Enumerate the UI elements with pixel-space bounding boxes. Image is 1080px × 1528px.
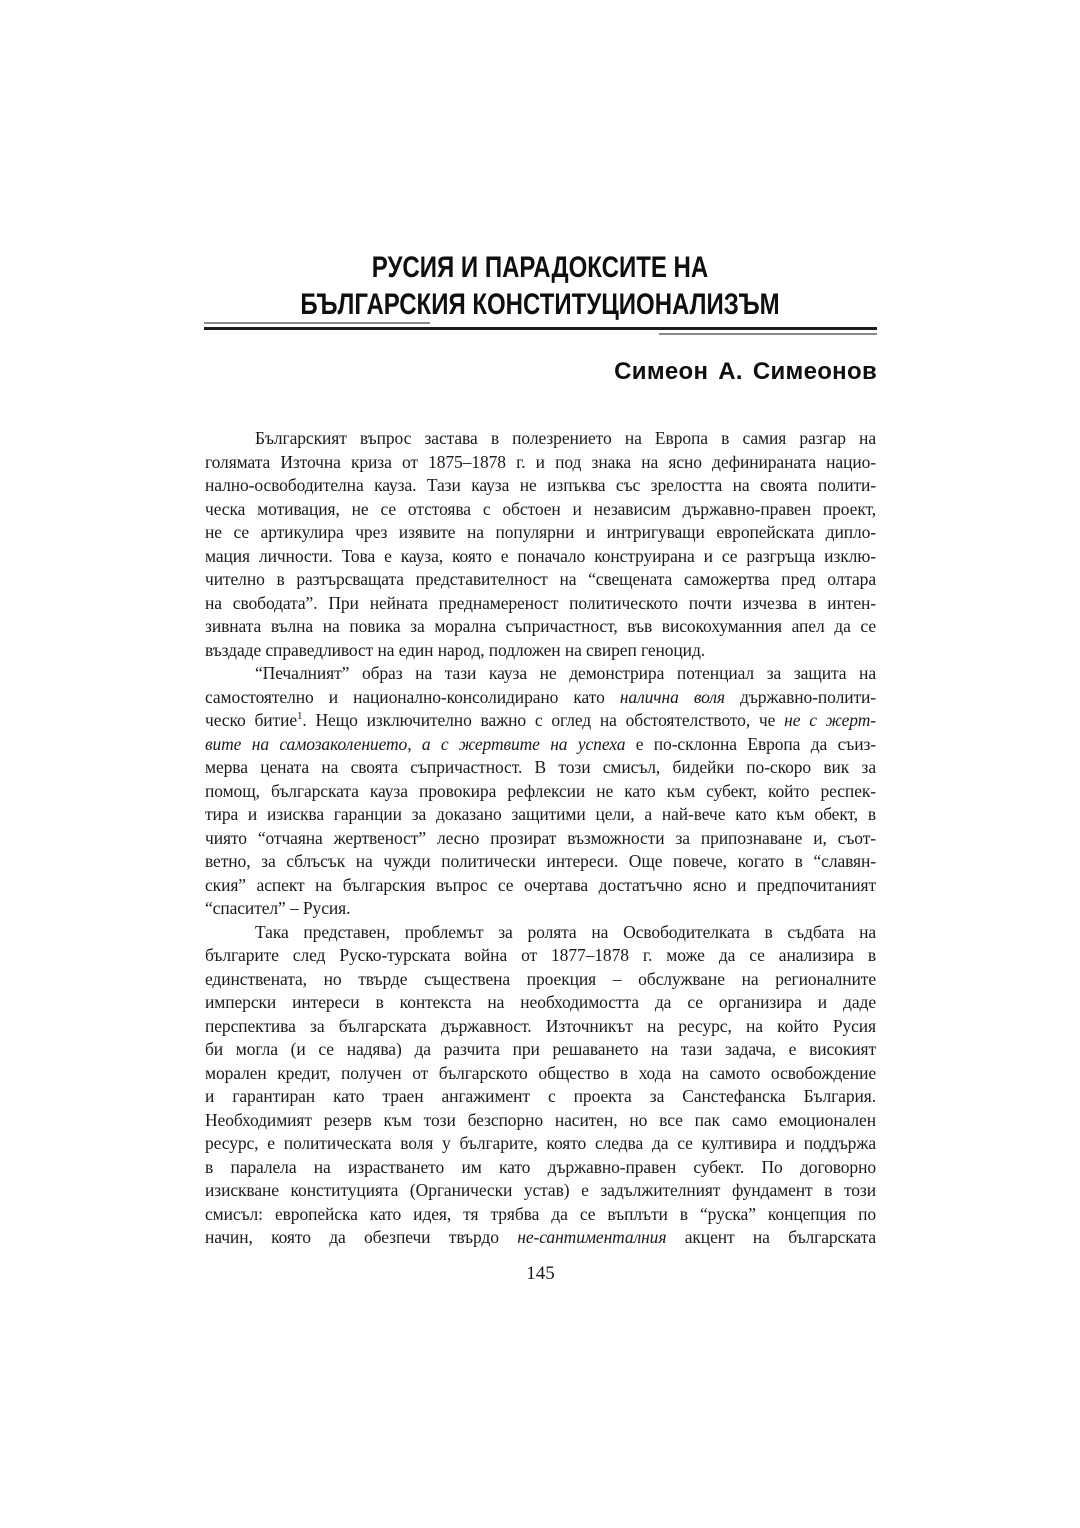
text-line (205, 968, 876, 992)
body-text: тира и изисква гаранции за доказано защитими цели, а най-вече като към обект, в (205, 804, 876, 824)
text-line (205, 780, 876, 804)
text-line (205, 451, 876, 475)
body-text: нално-освободителна кауза. Тази кауза не изпъква със зрелостта на своята полити- (205, 475, 876, 495)
text-line (205, 568, 876, 592)
text-line (205, 921, 876, 945)
body-text: самостоятелно и национално-консолидирано като (205, 686, 620, 707)
text-line (205, 733, 876, 757)
text-line (205, 1015, 876, 1039)
body-text: Необходимият резерв към този безспорно наситен, но все пак само емоционален (205, 1109, 876, 1130)
rule-main-black-line (204, 327, 877, 330)
body-text: е по-склонна Европа да съиз- (625, 733, 876, 754)
body-text: и гарантиран като траен ангажимент с проекта за Санстефанска България. (205, 1086, 876, 1106)
emphasized-text: не с жерт- (784, 710, 876, 730)
body-text: “спасител” – Русия. (205, 898, 351, 918)
body-text: зивната вълна на повика за морална съпричастност, във високохуманния апел да се (205, 616, 876, 636)
body-text: ския” аспект на българския въпрос се очертава достатъчно ясно и предпочитаният (205, 874, 876, 895)
text-line (205, 1062, 876, 1086)
rule-bottom-gray-line (659, 333, 877, 335)
body-text: Българският въпрос застава в полезрението на Европа в самия разгар на (255, 428, 876, 448)
paragraph (205, 662, 876, 921)
text-line (205, 1085, 876, 1109)
body-text: смисъл: европейска като идея, тя трябва да се въплъти в “руска” концепция по (205, 1203, 876, 1224)
text-line (205, 1038, 876, 1062)
body-text: морален кредит, получен от българското общество в хода на самото освобождение (205, 1062, 876, 1083)
emphasized-text: налична воля (619, 686, 725, 707)
body-text: мерва цената на своята съпричастност. В този смисъл, бидейки по-скоро вик за (205, 757, 876, 777)
body-text: ветно, за сблъсък на чужди политически интереси. Още повече, когато в “славян- (205, 851, 876, 871)
text-line (205, 1156, 876, 1180)
text-line (205, 474, 876, 498)
text-line (205, 850, 876, 874)
body-text: би могла (и се надява) да разчита при решаването на тази задача, е високият (205, 1039, 876, 1059)
body-text: изискване конституцията (Органически устав) е задължителният фундамент в този (205, 1180, 876, 1200)
text-line (205, 803, 876, 827)
text-line (205, 991, 876, 1015)
text-line (205, 827, 876, 851)
text-line (205, 545, 876, 569)
body-text: акцент на българската (666, 1227, 876, 1247)
body-text: . Нещо изключително важно с оглед на обстоятелството, че (302, 710, 785, 730)
body-text: ческа мотивация, не се отстоява с обстоен и независим държавно-правен проект, (205, 498, 876, 519)
text-line (205, 897, 876, 921)
text-line (205, 639, 876, 663)
text-line (205, 1226, 876, 1250)
body-text: начин, която да обезпечи твърдо (205, 1227, 518, 1247)
text-line (205, 686, 876, 710)
body-text: българите след Руско-турската война от 1877–1878 г. може да се анализира в (205, 945, 876, 965)
body-text: голямата Източна криза от 1875–1878 г. и под знака на ясно дефинираната нацио- (205, 451, 876, 472)
body-text: перспектива за българската държавност. Източникът на ресурс, на който Русия (205, 1015, 876, 1036)
body-text: помощ, българската кауза провокира рефлексии не като към субект, който респек- (205, 780, 876, 801)
text-line (205, 756, 876, 780)
text-line (205, 1179, 876, 1203)
body-text: имперски интереси в контекста на необходимостта да се организира и даде (205, 992, 876, 1012)
author-name: Симеон А. Симеонов (614, 358, 877, 385)
text-line (205, 521, 876, 545)
article-body (205, 427, 876, 1250)
text-line (205, 1132, 876, 1156)
article-title-line2: БЪЛГАРСКИЯ КОНСТИТУЦИОНАЛИЗЪМ (300, 288, 780, 321)
article-title-line1: РУСИЯ И ПАРАДОКСИТЕ НА (371, 251, 709, 284)
page-number: 145 (526, 1263, 555, 1284)
body-text: въздаде справедливост на един народ, подложен на свиреп геноцид. (205, 639, 706, 660)
body-text: ческо битие (205, 710, 298, 730)
paragraph (205, 921, 876, 1250)
text-line (205, 874, 876, 898)
text-line (205, 1109, 876, 1133)
text-line (205, 498, 876, 522)
title-rule-decoration (204, 320, 877, 336)
text-line (205, 615, 876, 639)
footnote-reference: 1 (297, 710, 303, 723)
body-text: мация личности. Това е кауза, която е поначало конструирана и се разгръща изклю- (205, 545, 876, 566)
body-text: единствената, но твърде съществена проекция – обслужване на регионалните (205, 968, 876, 989)
body-text: чиято “отчаяна жертвеност” лесно прозират възможности за припознаване и, съот- (205, 827, 876, 848)
text-line (205, 944, 876, 968)
paragraph (205, 427, 876, 662)
text-line (205, 709, 876, 733)
body-text: на свободата”. При нейната преднамереност политическото почти изчезва в интен- (205, 592, 876, 613)
body-text: чително в разтърсващата представителност на “свещената саможертва пред олтара (205, 569, 876, 589)
text-line (205, 1203, 876, 1227)
article-title (204, 249, 876, 323)
rule-top-gray-line (204, 322, 430, 324)
body-text: ресурс, е политическата воля у българите, която следва да се култивира и поддържа (205, 1133, 876, 1153)
text-line (205, 592, 876, 616)
body-text: “Печалният” образ на тази кауза не демонстрира потенциал за защита на (255, 663, 876, 683)
body-text: държавно-полити- (724, 686, 876, 707)
body-text: не се артикулира чрез изявите на популярни и интригуващи европейската дипло- (205, 522, 876, 542)
body-text: в паралела на израстването им като държавно-правен субект. По договорно (205, 1156, 876, 1177)
emphasized-text: вите на самозаколението, а с жертвите на успеха (205, 733, 626, 754)
text-line (205, 427, 876, 451)
emphasized-text: не-сантименталния (517, 1227, 667, 1247)
text-line (205, 662, 876, 686)
body-text: Така представен, проблемът за ролята на Освободителката в съдбата на (255, 921, 876, 942)
